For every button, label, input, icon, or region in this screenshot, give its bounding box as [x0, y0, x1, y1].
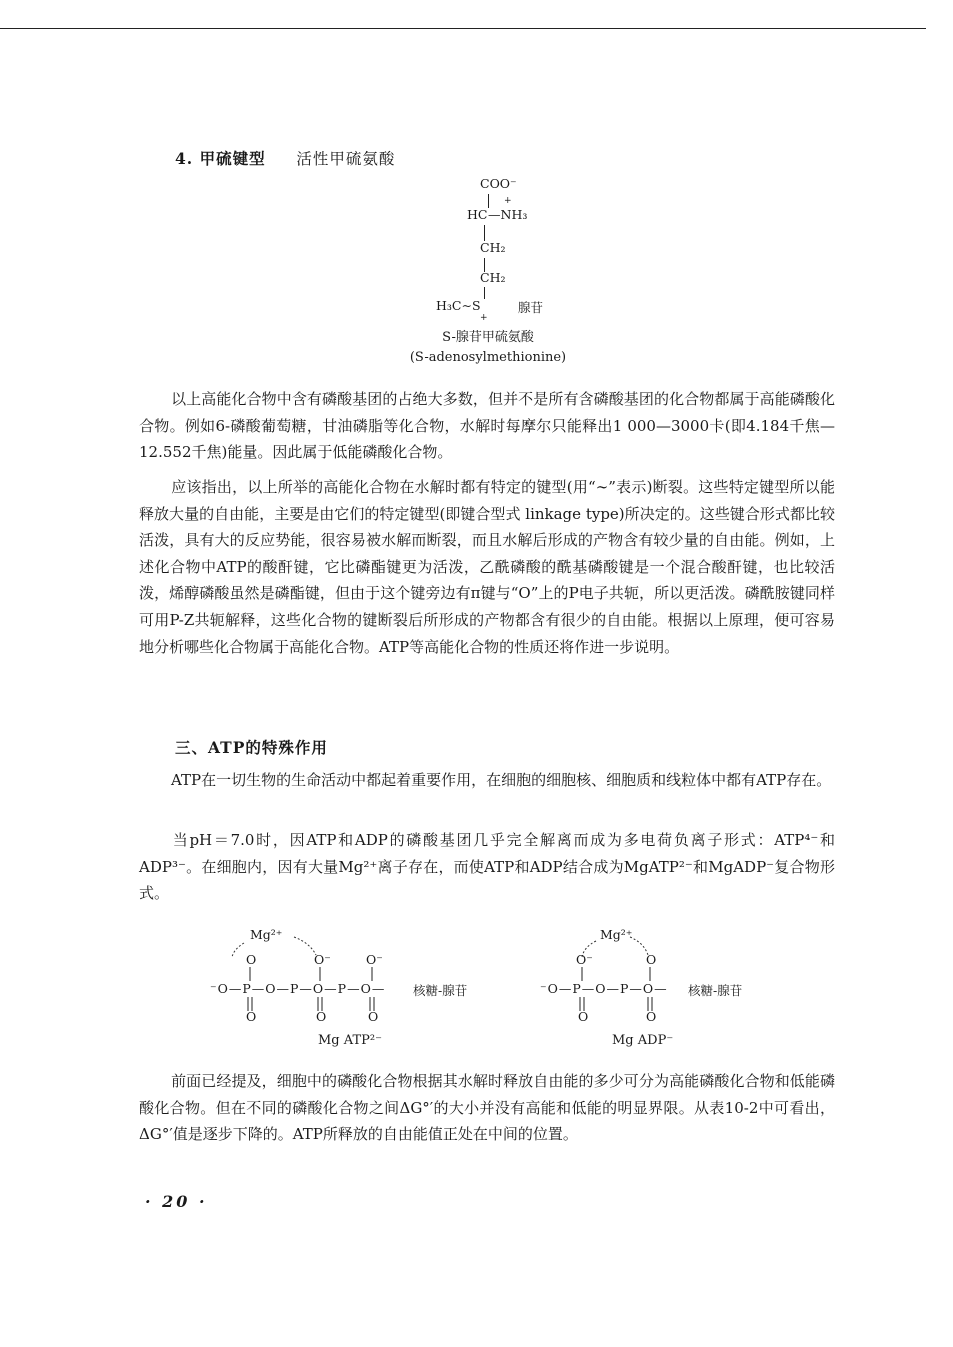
paragraph-1 [139, 386, 835, 466]
bond-line [488, 194, 489, 208]
mgadp-caption: Mg ADP⁻ [612, 1033, 674, 1048]
mgatp-o-bot-3: O [368, 1009, 379, 1024]
paragraph-1-text: 以上高能化合物中含有磷酸基团的占绝大多数，但并不是所有含磷酸基团的化合物都属于高能磷酸化合物。例如6-磷酸葡萄糖，甘油磷脂等化合物，水解时每摩尔只能释出1 000—3000卡(即4.184千焦—12.552千焦)能量。因此属于低能磷酸化合物。 [139, 390, 835, 462]
paragraph-2 [139, 474, 835, 660]
bond-line [484, 225, 485, 241]
mgadp-o-top-2: O [646, 952, 657, 967]
sam-plus-n: + [504, 196, 512, 206]
paragraph-5-text: 前面已经提及，细胞中的磷酸化合物根据其水解时释放自由能的多少可分为高能磷酸化合物和低能磷酸化合物。但在不同的磷酸化合物之间ΔG°′的大小并没有高能和低能的明显界限。从表10-2中可看出，ΔG°′值是逐步下降的。ATP所释放的自由能值正处在中间的位置。 [139, 1072, 835, 1144]
sam-ch2-b: CH₂ [480, 270, 506, 285]
paragraph-4 [139, 827, 835, 907]
page-number: · 20 · [145, 1192, 208, 1211]
mgatp-o-top-3: O⁻ [366, 952, 383, 967]
section-3-heading: 三、ATP的特殊作用 [175, 738, 328, 757]
sam-name-cn: S-腺苷甲硫氨酸 [442, 330, 534, 345]
sam-nh3: —NH₃ [488, 207, 528, 222]
mgatp-o-bot-2: O [316, 1009, 327, 1024]
paragraph-3 [139, 767, 835, 794]
mgatp-chain: ⁻O—P—O—P—O—P—O— [210, 981, 386, 996]
mgadp-o-bot-1: O [578, 1009, 589, 1024]
mgadp-mg: Mg²⁺ [600, 927, 633, 942]
mgatp-structure [210, 925, 500, 1055]
mgatp-o-bot-1: O [246, 1009, 257, 1024]
paragraph-4-text: 当pH＝7.0时，因ATP和ADP的磷酸基团几乎完全解离而成为多电荷负离子形式：ATP⁴⁻和ADP³⁻。在细胞内，因有大量Mg²⁺离子存在，而使ATP和ADP结合成为MgATP²⁻和MgADP⁻复合物形式。 [139, 831, 835, 903]
mgadp-chain: ⁻O—P—O—P—O— [540, 981, 668, 996]
header-rule [0, 28, 926, 29]
sam-ch2-a: CH₂ [480, 240, 506, 255]
sam-name-en: (S-adenosylmethionine) [409, 350, 567, 365]
section-title: 甲硫键型 [199, 149, 266, 168]
section-subtitle: 活性甲硫氨酸 [296, 150, 396, 168]
bond-line [484, 287, 485, 299]
sam-structure [400, 170, 600, 370]
sam-plus-s: + [480, 313, 488, 323]
section-number: 4. [175, 149, 194, 168]
sam-h3c-s: H₃C∼S [436, 298, 481, 313]
mgadp-bonds [540, 925, 780, 1035]
paragraph-2-text: 应该指出，以上所举的高能化合物在水解时都有特定的键型(用“∼”表示)断裂。这些特定键型所以能释放大量的自由能，主要是由它们的特定键型(即键合型式 linkage type)所决定的。这些键合形式都比较活泼，具有大的反应势能，很容易被水解而断裂，而且水解后形成的产物含有较少量的自由能。例如，上述化合物中ATP的酸酐键，它比磷酯键更为活泼，乙酰磷酸的酰基磷酸键是一个混合酸酐键，也比较活泼，烯醇磷酸虽然是磷酯键，但由于这个键旁边有π键与“O”上的P电子共轭，所以更活泼。磷酰胺键同样可用P-Z共轭解释，这些化合物的键断裂后所形成的产物都含有很少的自由能。根据以上原理，便可容易地分析哪些化合物属于高能化合物。ATP等高能化合物的性质还将作进一步说明。 [139, 478, 835, 656]
mgadp-o-top-1: O⁻ [576, 952, 593, 967]
paragraph-5 [139, 1068, 835, 1148]
mgatp-mg: Mg²⁺ [250, 927, 283, 942]
mgatp-o-top-2: O⁻ [314, 952, 331, 967]
sam-purine: 腺苷 [518, 300, 544, 315]
mgatp-tail: 核糖-腺苷 [413, 983, 468, 998]
mgadp-tail: 核糖-腺苷 [688, 983, 743, 998]
paragraph-3-text: ATP在一切生物的生命活动中都起着重要作用，在细胞的细胞核、细胞质和线粒体中都有ATP存在。 [171, 771, 832, 789]
mgatp-caption: Mg ATP²⁻ [318, 1033, 382, 1048]
mgatp-o-top-1: O [246, 952, 257, 967]
sam-hc: HC [467, 207, 488, 222]
sam-coo: COO⁻ [480, 176, 517, 191]
mgadp-structure [540, 925, 780, 1055]
mgadp-o-bot-2: O [646, 1009, 657, 1024]
section-4-heading [175, 147, 395, 169]
